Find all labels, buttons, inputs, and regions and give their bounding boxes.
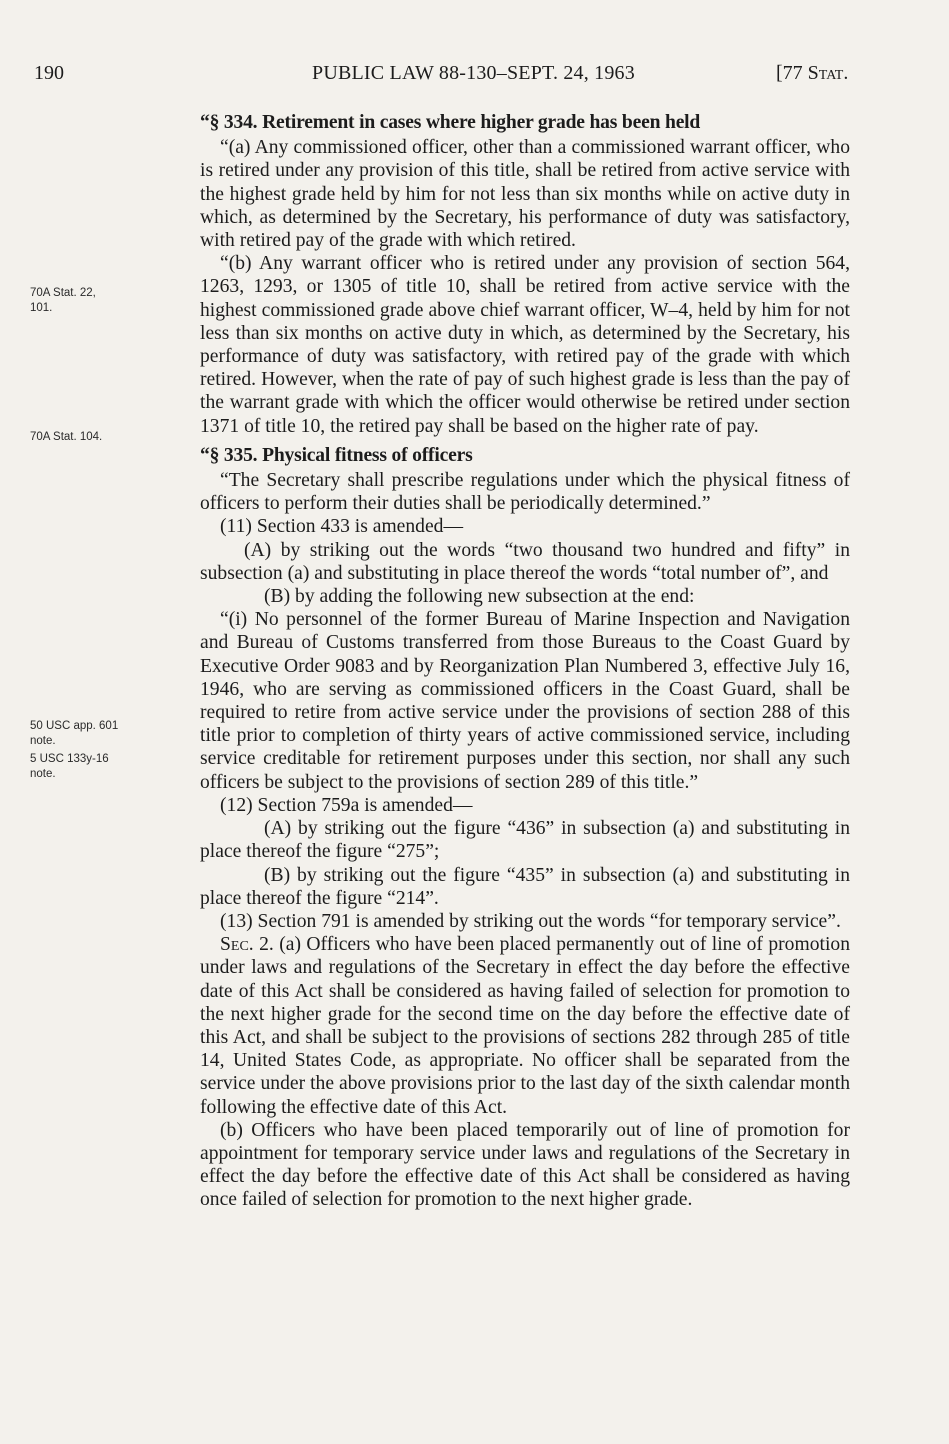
section-335-text: “The Secretary shall prescribe regulations under which the physical fitness of officers to perform their duties shall be periodically determined.” xyxy=(200,470,850,515)
section-2-label: Sec. xyxy=(220,934,254,956)
section-334-paragraph-b: “(b) Any warrant officer who is retired under any provision of section 564, 1263, 1293, or 1305 of title 10, shall be retired from active service with the highest commissioned grade above chief warrant officer, W–4, held by him for not less than six months on active duty in which, as determined by the Secretary, his performance of duty was satisfactory, with retired pay of the grade with which retired. However, when the rate of pay of such highest grade is less than the pay of the warrant grade with which the officer would otherwise be retired under section 1371 of title 10, the retired pay shall be based on the higher rate of pay. xyxy=(200,253,850,437)
running-head-title: PUBLIC LAW 88-130–SEPT. 24, 1963 xyxy=(312,62,635,84)
amendment-12-a: (A) by striking out the figure “436” in subsection (a) and substituting in place thereof the figure “275”; xyxy=(200,818,850,863)
amendment-11-b: (B) by adding the following new subsection at the end: xyxy=(264,586,695,608)
statute-label: Stat. xyxy=(807,62,849,84)
amendment-12-b: (B) by striking out the figure “435” in subsection (a) and substituting in place thereof the figure “214”. xyxy=(200,864,850,909)
document-body xyxy=(200,108,850,1212)
amendment-13: (13) Section 791 is amended by striking out the words “for temporary service”. xyxy=(220,910,841,932)
amendment-11-intro: (11) Section 433 is amended— xyxy=(220,516,464,538)
section-335-heading: “§ 335. Physical fitness of officers xyxy=(200,444,473,466)
section-334-heading: “§ 334. Retirement in cases where higher grade has been held xyxy=(200,112,701,133)
running-head xyxy=(34,62,849,90)
amendment-11-subsection-i: “(i) No personnel of the former Bureau of Marine Inspection and Navigation and Bureau of Customs transferred from those Bureaus to the Coast Guard by Executive Order 9083 and by Reorganization Plan Numbered 3, effective July 16, 1946, who are serving as commissioned officers in the Coast Guard, shall be required to retire from active service under the provisions of section 288 of this title prior to completion of thirty years of active commissioned service, including service creditable for retirement purposes under this section, nor shall any such officers be subject to the provisions of section 289 of this title.” xyxy=(200,609,850,793)
amendment-11-a: (A) by striking out the words “two thousand two hundred and fifty” in subsection (a) and substituting in place thereof the words “total number of”, and xyxy=(200,539,850,584)
section-2-paragraph-b: (b) Officers who have been placed temporarily out of line of promotion for appointment for temporary service under laws and regulations of the Secretary in effect the day before the effective date of this Act shall be considered as having once failed of selection for promotion to the next higher grade. xyxy=(200,1119,850,1211)
section-2-paragraph-a xyxy=(200,933,850,1119)
amendment-12-intro: (12) Section 759a is amended— xyxy=(220,794,473,816)
statute-volume xyxy=(776,62,848,85)
margin-note-5-usc: 5 USC 133y-16 note. xyxy=(30,753,109,780)
section-334-paragraph-a: “(a) Any commissioned officer, other than a commissioned warrant officer, who is retired under any provision of this title, shall be retired from active service with the highest grade held by him for not less than six months while on active duty in which, as determined by the Secretary, his performance of duty was satisfactory, with retired pay of the grade with which retired. xyxy=(200,137,850,252)
page-number: 190 xyxy=(34,62,64,84)
margin-note-70a-stat-22: 70A Stat. 22, 101. xyxy=(30,287,96,314)
statute-bracket: [77 xyxy=(776,62,808,84)
margin-note-70a-stat-104: 70A Stat. 104. xyxy=(30,431,103,443)
margin-note-50-usc: 50 USC app. 601 note. xyxy=(30,720,119,747)
section-2-paragraph-a-text: 2. (a) Officers who have been placed permanently out of line of promotion under laws and regulations of the Secretary in effect the day before the effective date of this Act shall be considered as having failed of selection for promotion to the next higher grade for the second time on the day before the effective date of this Act, and shall be subject to the provisions of sections 282 through 285 of title 14, United States Code, as appropriate. No officer shall be separated from the service under the above provisions prior to the last day of the sixth calendar month following the effective date of this Act. xyxy=(200,934,850,1118)
